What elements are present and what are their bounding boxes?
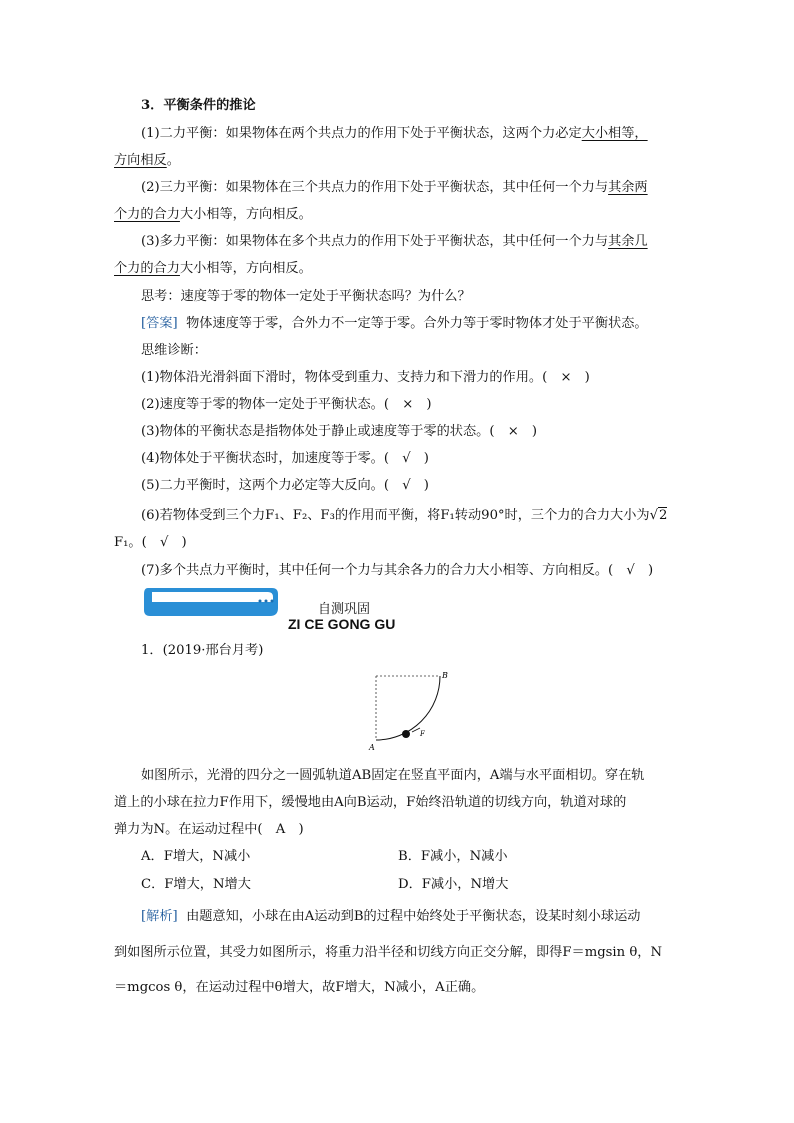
option-c: C．F增大，N增大	[141, 877, 251, 892]
label-f: F	[420, 730, 425, 738]
diagnosis-item-2: (2)速度等于零的物体一定处于平衡状态。( × )	[141, 397, 432, 412]
diagnosis-item-7: (7)多个共点力平衡时，其中任何一个力与其余各力的合力大小相等、方向相反。( √ )	[141, 563, 654, 578]
banner-title: 自测巩固	[318, 602, 371, 617]
sqrt-symbol: √2	[649, 508, 668, 523]
paragraph-three-force-cont: 个力的合力大小相等，方向相反。	[114, 207, 312, 222]
banner-pinyin: ZI CE GONG GU	[288, 616, 396, 632]
analysis-line-1: [解析] 由题意知，小球在由A运动到B的过程中始终处于平衡状态，设某时刻小球运动	[141, 909, 641, 924]
diagnosis-item-1: (1)物体沿光滑斜面下滑时，物体受到重力、支持力和下滑力的作用。( × )	[141, 370, 590, 385]
question-stem-1: 如图所示，光滑的四分之一圆弧轨道AB固定在竖直平面内，A端与水平面相切。穿在轨	[141, 768, 645, 783]
arc-track-figure	[368, 668, 458, 756]
ball	[402, 730, 410, 738]
paragraph-multi-force: (3)多力平衡：如果物体在多个共点力的作用下处于平衡状态，其中任何一个力与其余几	[141, 234, 648, 249]
paragraph-two-force: (1)二力平衡：如果物体在两个共点力的作用下处于平衡状态，这两个力必定大小相等，	[141, 126, 648, 141]
paragraph-three-force: (2)三力平衡：如果物体在三个共点力的作用下处于平衡状态，其中任何一个力与其余两	[141, 180, 648, 195]
diagnosis-title: 思维诊断：	[141, 343, 207, 358]
diagnosis-item-5: (5)二力平衡时，这两个力必定等大反向。( √ )	[141, 478, 429, 493]
question-stem-3: 弹力为N。在运动过程中( A )	[114, 822, 304, 837]
banner-highlight	[152, 592, 273, 602]
label-b: B	[442, 671, 448, 680]
diagnosis-item-6: (6)若物体受到三个力F₁、F₂、F₃的作用而平衡，将F₁转动90°时，三个力的合力大小为√2	[141, 506, 684, 526]
analysis-line-2: 到如图所示位置，其受力如图所示，将重力沿半径和切线方向正交分解，即得F＝mgsin θ，N	[114, 945, 662, 960]
option-a: A．F增大，N减小	[141, 849, 251, 864]
paragraph-multi-force-cont: 个力的合力大小相等，方向相反。	[114, 261, 312, 276]
analysis-line-3: ＝mgcos θ，在运动过程中θ增大，故F增大，N减小，A正确。	[114, 980, 485, 995]
diagnosis-item-3: (3)物体的平衡状态是指物体处于静止或速度等于零的状态。( × )	[141, 424, 538, 439]
section-banner-graphic	[144, 588, 284, 616]
label-a: A	[369, 743, 375, 752]
banner-dot-2	[265, 600, 268, 603]
banner-dot-1	[259, 600, 262, 603]
paragraph-two-force-cont: 方向相反。	[114, 153, 180, 168]
question-stem-2: 道上的小球在拉力F作用下，缓慢地由A向B运动，F始终沿轨道的切线方向，轨道对球的	[114, 795, 627, 810]
option-d: D．F减小，N增大	[398, 877, 509, 892]
think-question: 思考：速度等于零的物体一定处于平衡状态吗？为什么？	[141, 289, 471, 304]
banner-dots: •••	[224, 596, 240, 606]
think-answer: [答案] 物体速度等于零，合外力不一定等于零。合外力等于零时物体才处于平衡状态。	[141, 316, 648, 331]
banner-dot-3	[271, 600, 274, 603]
diagnosis-item-6-cont: F₁。( √ )	[114, 535, 187, 550]
diagnosis-item-4: (4)物体处于平衡状态时，加速度等于零。( √ )	[141, 451, 429, 466]
option-b: B．F减小，N减小	[398, 849, 508, 864]
question-number: 1．(2019·邢台月考)	[141, 643, 264, 658]
section-heading: 3．平衡条件的推论	[141, 98, 256, 113]
arc-track	[376, 676, 440, 740]
